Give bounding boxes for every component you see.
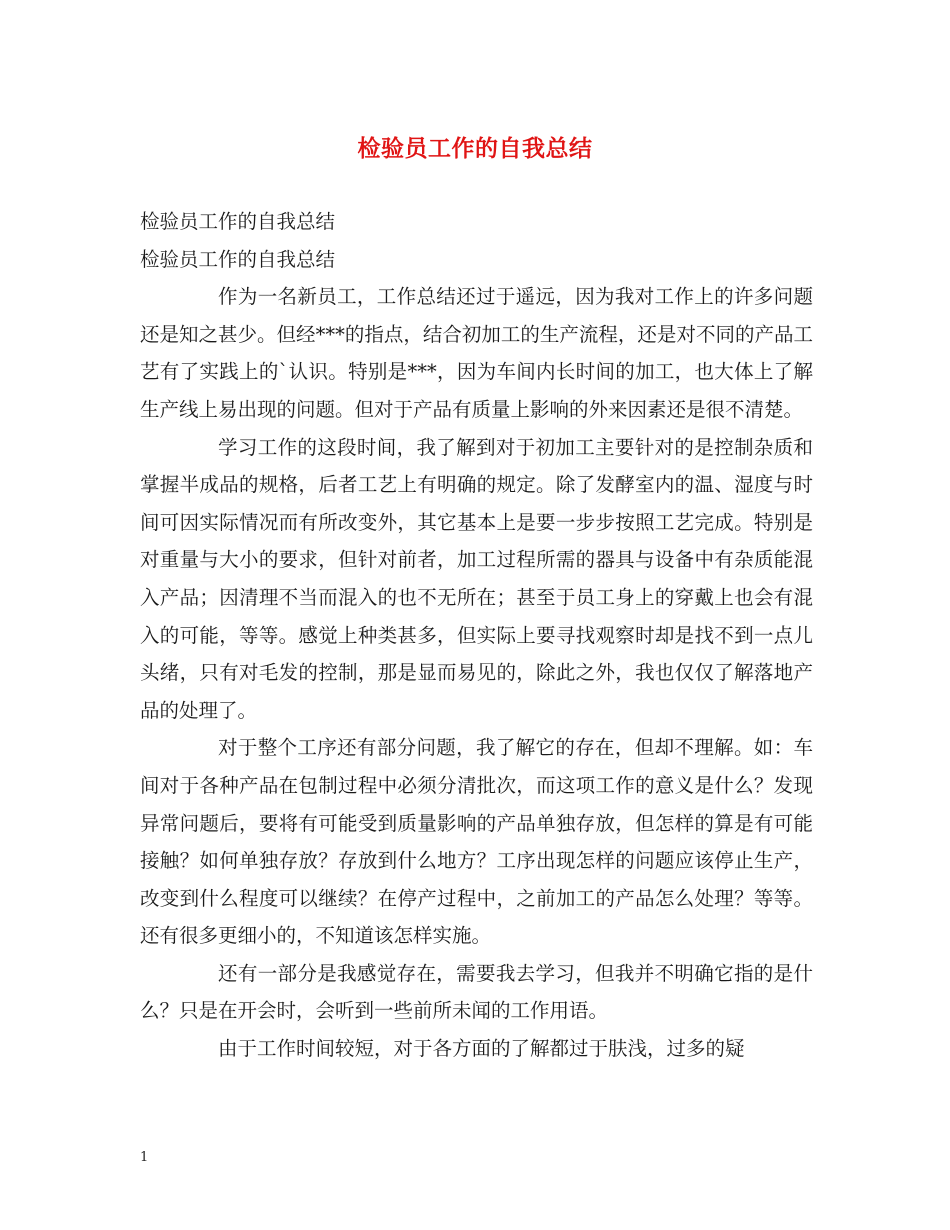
paragraph-1: 作为一名新员工，工作总结还过于遥远，因为我对工作上的许多问题还是知之甚少。但经***的指点，结合初加工的生产流程，还是对不同的产品工艺有了实践上的`认识。特别是***，因为车间内长时间的加工，也大体上了解生产线上易出现的问题。但对于产品有质量上影响的外来因素还是很不清楚。 bbox=[140, 285, 813, 421]
paragraph-4: 还有一部分是我感觉存在，需要我去学习，但我并不明确它指的是什么？只是在开会时，会听到一些前所未闻的工作用语。 bbox=[140, 961, 813, 1023]
paragraph-5: 由于工作时间较短，对于各方面的了解都过于肤浅，过多的疑 bbox=[218, 1037, 745, 1061]
page-number: 1 bbox=[140, 1150, 149, 1165]
subheading-2: 检验员工作的自我总结 bbox=[140, 247, 336, 271]
document-body bbox=[140, 203, 813, 1068]
document-title: 检验员工作的自我总结 bbox=[357, 135, 593, 162]
paragraph-3: 对于整个工序还有部分问题，我了解它的存在，但却不理解。如：车间对于各种产品在包制过程中必须分清批次，而这项工作的意义是什么？发现异常问题后，要将有可能受到质量影响的产品单独存放，但怎样的算是有可能接触？如何单独存放？存放到什么地方？工序出现怎样的问题应该停止生产，改变到什么程度可以继续？在停产过程中，之前加工的产品怎么处理？等等。还有很多更细小的，不知道该怎样实施。 bbox=[140, 736, 813, 948]
paragraph-2: 学习工作的这段时间，我了解到对于初加工主要针对的是控制杂质和掌握半成品的规格，后者工艺上有明确的规定。除了发酵室内的温、湿度与时间可因实际情况而有所改变外，其它基本上是要一步步按照工艺完成。特别是对重量与大小的要求，但针对前者，加工过程所需的器具与设备中有杂质能混入产品；因清理不当而混入的也不无所在；甚至于员工身上的穿戴上也会有混入的可能，等等。感觉上种类甚多，但实际上要寻找观察时却是找不到一点儿头绪，只有对毛发的控制，那是显而易见的，除此之外，我也仅仅了解落地产品的处理了。 bbox=[140, 435, 813, 722]
subheading-1: 检验员工作的自我总结 bbox=[140, 210, 336, 233]
